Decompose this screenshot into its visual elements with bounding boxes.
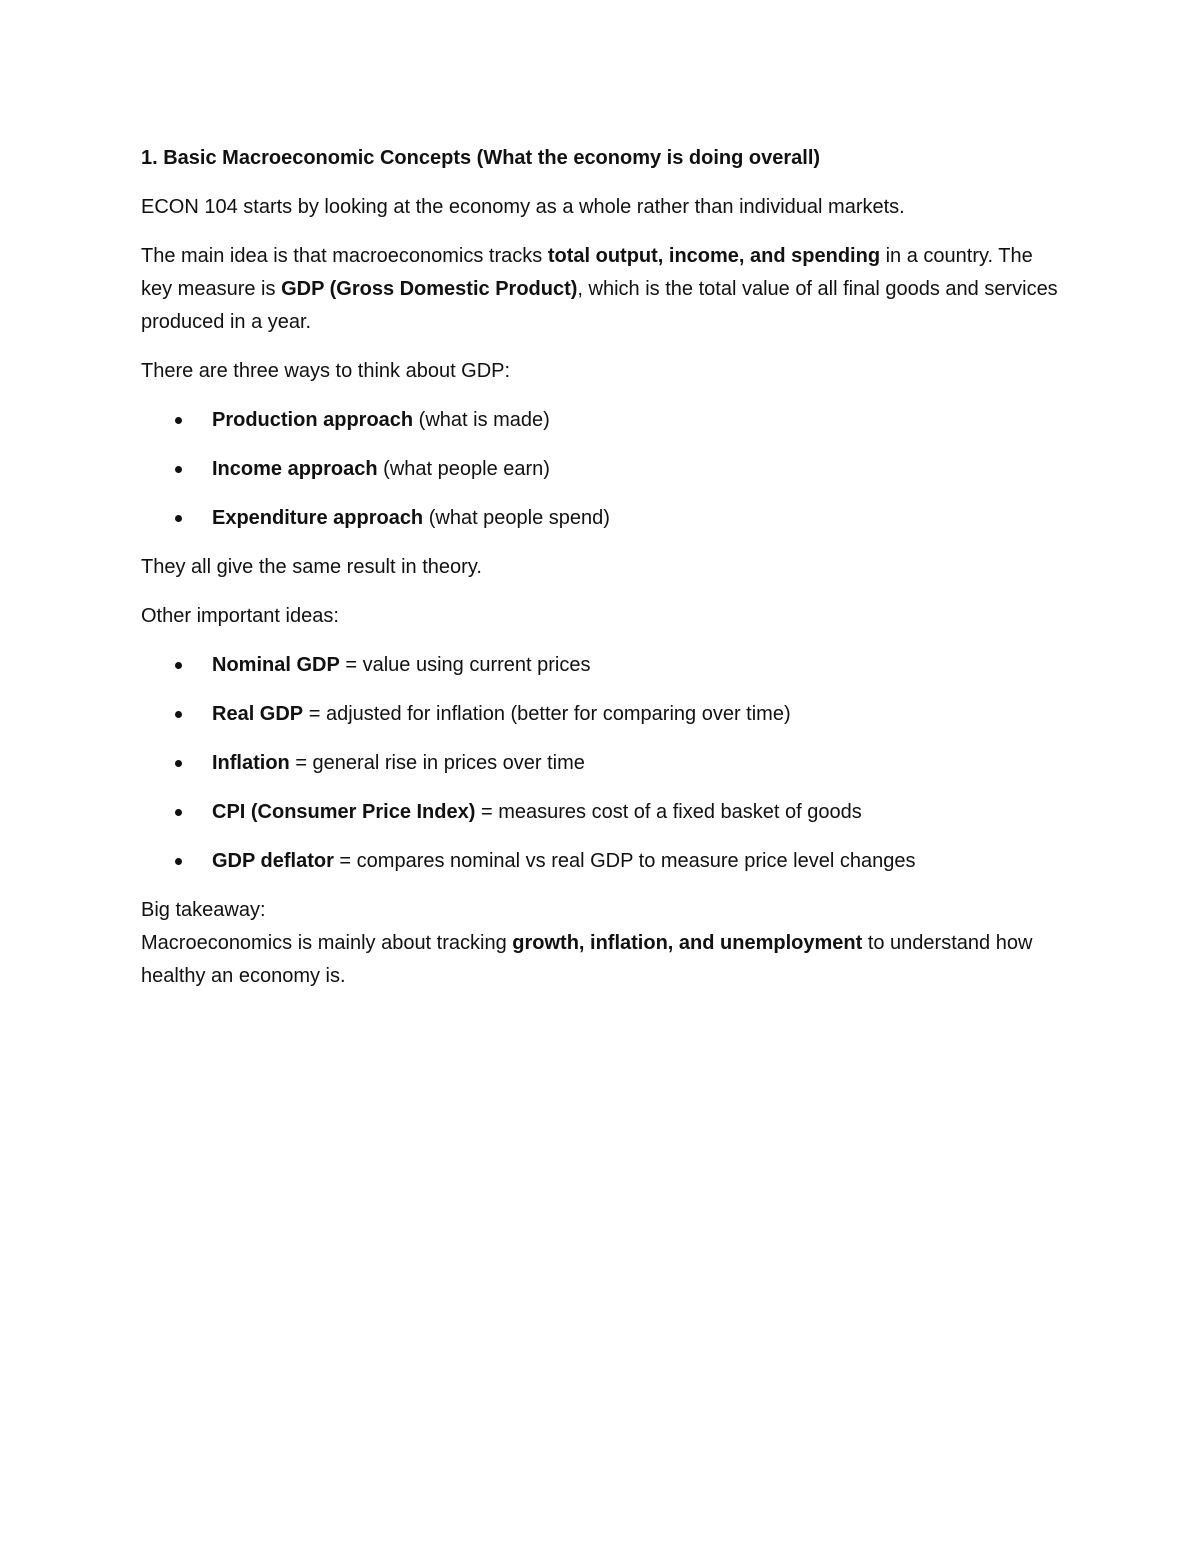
bullet-icon — [175, 515, 182, 522]
idea-desc: = value using current prices — [339, 654, 591, 676]
idea-term: GDP deflator — [212, 850, 334, 872]
main-idea-paragraph — [141, 240, 1061, 339]
idea-desc: = compares nominal vs real GDP to measure price level changes — [333, 850, 916, 872]
idea-desc: = general rise in prices over time — [289, 752, 585, 774]
bullet-icon — [175, 417, 182, 424]
list-item — [141, 649, 1061, 682]
list-item — [141, 404, 1061, 437]
approach-desc: (what people spend) — [423, 507, 610, 529]
main-idea-bold-2: GDP (Gross Domestic Product) — [281, 278, 578, 300]
idea-term: Real GDP — [212, 703, 304, 725]
approach-desc: (what people earn) — [377, 458, 550, 480]
list-item — [141, 747, 1061, 780]
main-idea-text-2: in a country. The key measure is — [141, 245, 1033, 300]
bullet-icon — [175, 858, 182, 865]
idea-term: Inflation — [212, 752, 290, 774]
bullet-icon — [175, 760, 182, 767]
idea-term: Nominal GDP — [212, 654, 340, 676]
idea-desc: = adjusted for inflation (better for comparing over time) — [303, 703, 791, 725]
main-idea-text-1: The main idea is that macroeconomics tracks — [141, 245, 548, 267]
idea-term: CPI (Consumer Price Index) — [212, 801, 476, 823]
idea-desc: = measures cost of a fixed basket of goods — [475, 801, 862, 823]
takeaway-paragraph — [141, 894, 1061, 993]
list-item — [141, 796, 1061, 829]
approach-term: Expenditure approach — [212, 507, 424, 529]
approach-desc: (what is made) — [413, 409, 550, 431]
bullet-icon — [175, 809, 182, 816]
ideas-list — [141, 649, 1061, 878]
list-item — [141, 845, 1061, 878]
other-ideas-intro: Other important ideas: — [141, 605, 339, 627]
approaches-list — [141, 404, 1061, 535]
list-item — [141, 453, 1061, 486]
same-result-paragraph: They all give the same result in theory. — [141, 556, 482, 578]
intro-paragraph: ECON 104 starts by looking at the economy as a whole rather than individual markets. — [141, 196, 905, 218]
approach-term: Production approach — [212, 409, 414, 431]
main-idea-text-3: , which is the total value of all final goods and services produced in a year. — [141, 278, 1058, 333]
main-idea-bold-1: total output, income, and spending — [547, 245, 881, 267]
document-page — [141, 142, 1061, 1009]
list-item — [141, 698, 1061, 731]
bullet-icon — [175, 466, 182, 473]
takeaway-label: Big takeaway: — [141, 899, 266, 921]
bullet-icon — [175, 711, 182, 718]
takeaway-bold: growth, inflation, and unemployment — [512, 932, 863, 954]
section-heading: 1. Basic Macroeconomic Concepts (What the economy is doing overall) — [141, 147, 821, 169]
bullet-icon — [175, 662, 182, 669]
list-item — [141, 502, 1061, 535]
ways-intro: There are three ways to think about GDP: — [141, 360, 511, 382]
takeaway-text-2: to understand how healthy an economy is. — [141, 932, 1033, 987]
approach-term: Income approach — [212, 458, 378, 480]
takeaway-text-1: Macroeconomics is mainly about tracking — [141, 932, 513, 954]
